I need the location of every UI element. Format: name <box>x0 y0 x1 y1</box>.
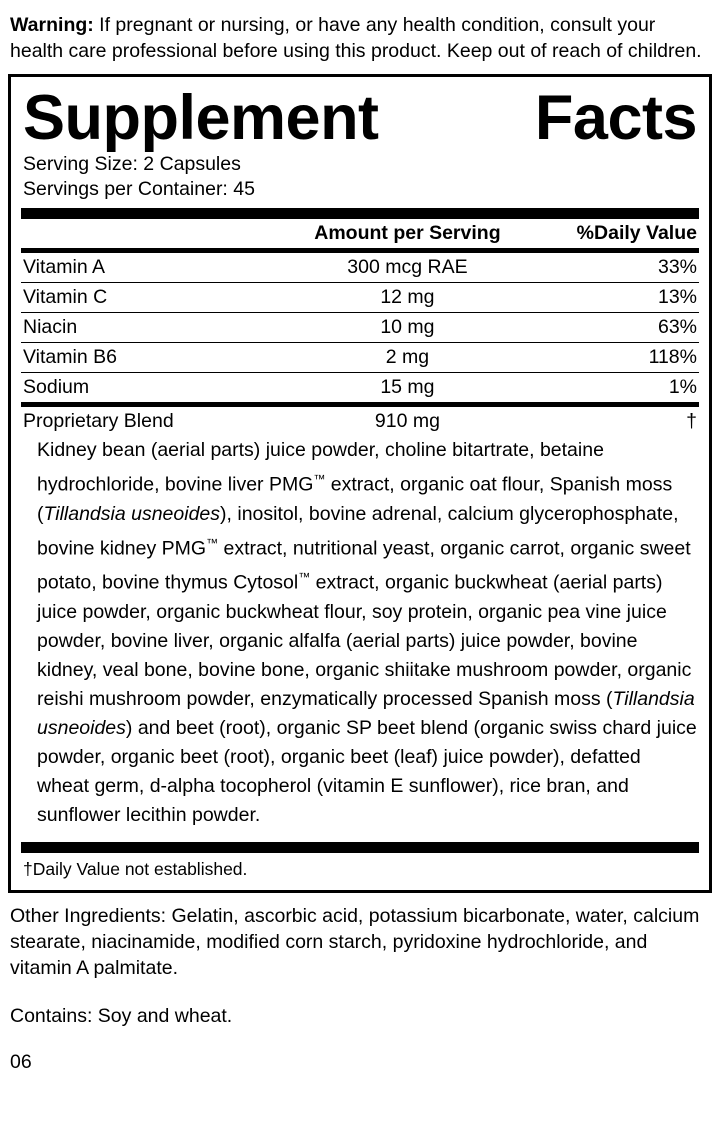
servings-per-container: Servings per Container: 45 <box>23 178 255 200</box>
nutrient-daily-value: 118% <box>536 343 699 373</box>
title-word-facts: Facts <box>534 83 697 153</box>
nutrient-daily-value: 13% <box>536 283 699 313</box>
panel-divider-thick-top <box>21 208 699 219</box>
warning-label: Warning: <box>10 14 94 36</box>
warning-text: If pregnant or nursing, or have any health condition, consult your health care professional before using this product. Keep out of reach of children. <box>10 14 702 62</box>
nutrient-name: Niacin <box>21 313 279 343</box>
nutrient-name: Vitamin A <box>23 256 106 278</box>
nutrient-daily-value: 63% <box>536 313 699 343</box>
header-amount-per-serving: Amount per Serving <box>314 222 501 244</box>
allergen-contains-statement: Contains: Soy and wheat. <box>10 1004 233 1027</box>
nutrition-table <box>21 219 699 248</box>
nutrient-name: Sodium <box>21 373 279 403</box>
header-daily-value: %Daily Value <box>576 222 697 244</box>
table-row <box>21 343 699 373</box>
table-row <box>21 373 699 403</box>
supplement-facts-panel <box>8 74 712 893</box>
nutrient-amount: 2 mg <box>279 343 537 373</box>
nutrient-amount: 300 mcg RAE <box>347 256 468 278</box>
nutrient-daily-value: 1% <box>536 373 699 403</box>
nutrient-amount: 15 mg <box>279 373 537 403</box>
nutrient-name: Vitamin C <box>21 283 279 313</box>
nutrient-daily-value: 33% <box>657 256 697 278</box>
blend-daily-value: † <box>686 410 697 432</box>
table-row <box>21 313 699 343</box>
nutrient-amount: 10 mg <box>279 313 537 343</box>
table-header-row <box>21 219 699 248</box>
blend-amount: 910 mg <box>374 410 440 432</box>
nutrient-name: Vitamin B6 <box>21 343 279 373</box>
daily-value-footnote: †Daily Value not established. <box>23 858 248 879</box>
nutrient-amount: 12 mg <box>279 283 537 313</box>
table-row <box>21 283 699 313</box>
other-ingredients: Other Ingredients: Gelatin, ascorbic acid, potassium bicarbonate, water, calcium stearate, niacinamide, modified corn starch, pyridoxine hydrochloride, and vitamin A palmitate. <box>10 904 700 979</box>
blend-ingredient-list: Kidney bean (aerial parts) juice powder, choline bitartrate, betaine hydrochloride, bovine liver PMG™ extract, organic oat flour, Spanish moss (Tillandsia usneoides), inositol, bovine adrenal, calcium glycerophosphate, bovine kidney PMG™ extract, nutritional yeast, organic carrot, organic sweet potato, bovine thymus Cytosol™ extract, organic buckwheat (aerial parts) juice powder, organic buckwheat flour, soy protein, organic pea vine juice powder, bovine liver, organic alfalfa (aerial parts) juice powder, bovine kidney, veal bone, bovine bone, organic shiitake mushroom powder, organic reishi mushroom powder, enzymatically processed Spanish moss (Tillandsia usneoides) and beet (root), organic SP beet blend (organic swiss chard juice powder, organic beet (root), organic beet (leaf) juice powder), defatted wheat germ, d-alpha tocopherol (vitamin E sunflower), rice bran, and sunflower lecithin powder. <box>37 439 697 826</box>
serving-size: Serving Size: 2 Capsules <box>23 153 241 175</box>
panel-divider-thick-bottom <box>21 842 699 853</box>
label-revision-code: 06 <box>10 1050 32 1073</box>
title-word-supplement: Supplement <box>23 83 379 153</box>
blend-name: Proprietary Blend <box>23 410 174 432</box>
header-nutrient <box>21 219 279 248</box>
proprietary-blend-table <box>21 407 699 436</box>
nutrient-rows-table <box>21 253 699 402</box>
table-row <box>21 407 699 436</box>
table-row <box>21 253 699 283</box>
supplement-facts-title <box>21 83 699 152</box>
warning-statement <box>10 12 710 64</box>
